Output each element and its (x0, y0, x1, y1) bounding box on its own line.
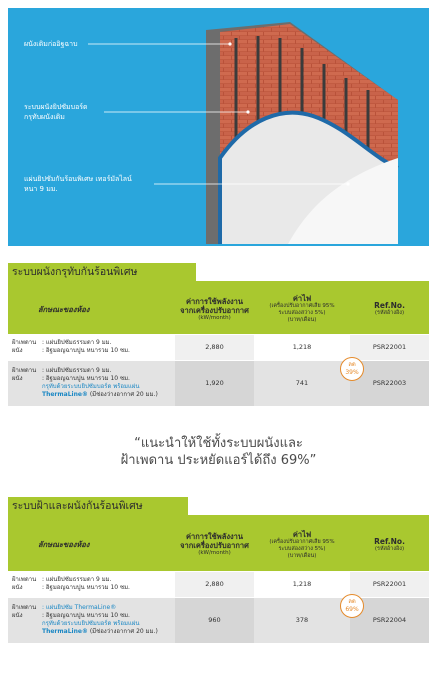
quote-line-1: “แนะนำให้ใช้ทั้งระบบผนังและ (134, 436, 303, 451)
desc-line: ฝ้าเพดาน : แผ่นยิปซัมธรรมดา 9 มม. (12, 367, 112, 375)
cost-value: 741 (295, 379, 309, 388)
ref-value: PSR22001 (350, 334, 429, 360)
header-room-type: ลักษณะของห้อง (8, 285, 175, 334)
header-cost (254, 519, 350, 571)
cost-cell (254, 597, 359, 643)
energy-value: 2,880 (175, 571, 254, 597)
header-ref-sub: (รหัสอ้างอิง) (374, 545, 405, 552)
ref-value: PSR22003 (350, 360, 429, 406)
header-energy-label: ค่าการใช้พลังงาน จากเครื่องปรับอากาศ (180, 532, 249, 551)
table-row (8, 597, 429, 643)
desc-line: ThermaLine® (มีช่องว่างอากาศ 20 มม.) (42, 628, 158, 636)
header-room-type: ลักษณะของห้อง (8, 519, 175, 571)
desc-line: ฝ้าเพดาน : แผ่นยิปซัมธรรมดา 9 มม. (12, 576, 112, 583)
room-description (8, 360, 175, 406)
cost-value: 1,218 (254, 334, 350, 360)
header-ref (350, 285, 429, 334)
header-cost-unit: (บาท/เดือน) (287, 552, 317, 559)
recommendation-quote (0, 435, 437, 469)
section2-header-row (8, 519, 429, 571)
section1-header-row (8, 285, 429, 334)
room-description (8, 597, 175, 643)
callout-thermaline-board: แผ่นยิปซัมกันร้อนพิเศษ เทอร์มัลไลน์ หนา 9 มม. (24, 175, 132, 193)
hero-illustration (8, 8, 429, 246)
desc-line: ฝ้าเพดาน : แผ่นยิปซัม ThermaLine® (12, 604, 117, 612)
header-ref-sub: (รหัสอ้างอิง) (374, 310, 405, 317)
header-cost-sub: (เครื่องปรับอากาศเสีย 95% ระบบส่องสว่าง 5%) (269, 303, 335, 317)
desc-line: กรุทับด้วยระบบยิปซัมบอร์ด พร้อมแผ่น (42, 383, 140, 391)
desc-line: กรุทับด้วยระบบยิปซัมบอร์ด พร้อมแผ่น (42, 620, 140, 628)
header-cost-unit: (บาท/เดือน) (287, 317, 317, 324)
desc-line: ผนัง : อิฐมอญฉาบปูน หนารวม 10 ซม. (12, 375, 130, 383)
desc-line: ผนัง : อิฐมอญฉาบปูน หนารวม 10 ซม. (12, 584, 130, 591)
desc-line: ผนัง : อิฐมอญฉาบปูน หนารวม 10 ซม. (12, 612, 130, 620)
cost-value: 378 (295, 616, 309, 625)
ref-value: PSR22001 (350, 571, 429, 597)
callout-existing-wall: ผนังเดิมก่ออิฐฉาบ (24, 40, 78, 48)
header-cost (254, 285, 350, 334)
section2-table (8, 519, 429, 643)
header-energy-unit: (kW/month) (198, 550, 231, 557)
table-row (8, 360, 429, 406)
header-ref (350, 519, 429, 571)
header-cost-label: ค่าไฟ (292, 529, 312, 539)
cost-value: 1,218 (254, 571, 350, 597)
desc-line: ThermaLine® (มีช่องว่างอากาศ 20 มม.) (42, 391, 158, 399)
header-energy-label: ค่าการใช้พลังงาน จากเครื่องปรับอากาศ (180, 296, 249, 315)
header-ref-label: Ref.No. (374, 536, 405, 546)
desc-line: ผนัง : อิฐมอญฉาบปูน หนารวม 10 ซม. (12, 347, 130, 354)
ref-value: PSR22004 (350, 597, 429, 643)
section1-table (8, 285, 429, 406)
savings-badge: ลด 69% (340, 594, 364, 618)
desc-line: ฝ้าเพดาน : แผ่นยิปซัมธรรมดา 9 มม. (12, 339, 112, 346)
header-cost-label: ค่าไฟ (292, 294, 312, 304)
energy-value: 960 (175, 597, 254, 643)
table-row (8, 334, 429, 360)
header-energy-unit: (kW/month) (198, 314, 231, 321)
header-cost-sub: (เครื่องปรับอากาศเสีย 95% ระบบส่องสว่าง 5%) (269, 538, 335, 552)
callout-gypsum-system: ระบบผนังยิปซัมบอร์ด กรุทับผนังเดิม (24, 103, 88, 121)
quote-line-2: ฝ้าเพดาน ประหยัดแอร์ได้ถึง 69%” (120, 453, 317, 468)
cost-cell (254, 360, 359, 406)
room-description (8, 571, 175, 597)
table-row (8, 571, 429, 597)
energy-value: 2,880 (175, 334, 254, 360)
section2-title: ระบบฝ้าและผนังกันร้อนพิเศษ (8, 497, 188, 515)
savings-badge: ลด 39% (340, 357, 364, 381)
header-energy (175, 285, 254, 334)
header-energy (175, 519, 254, 571)
header-ref-label: Ref.No. (374, 301, 405, 311)
room-description (8, 334, 175, 360)
energy-value: 1,920 (175, 360, 254, 406)
section1-title: ระบบผนังกรุทับกันร้อนพิเศษ (8, 263, 196, 281)
